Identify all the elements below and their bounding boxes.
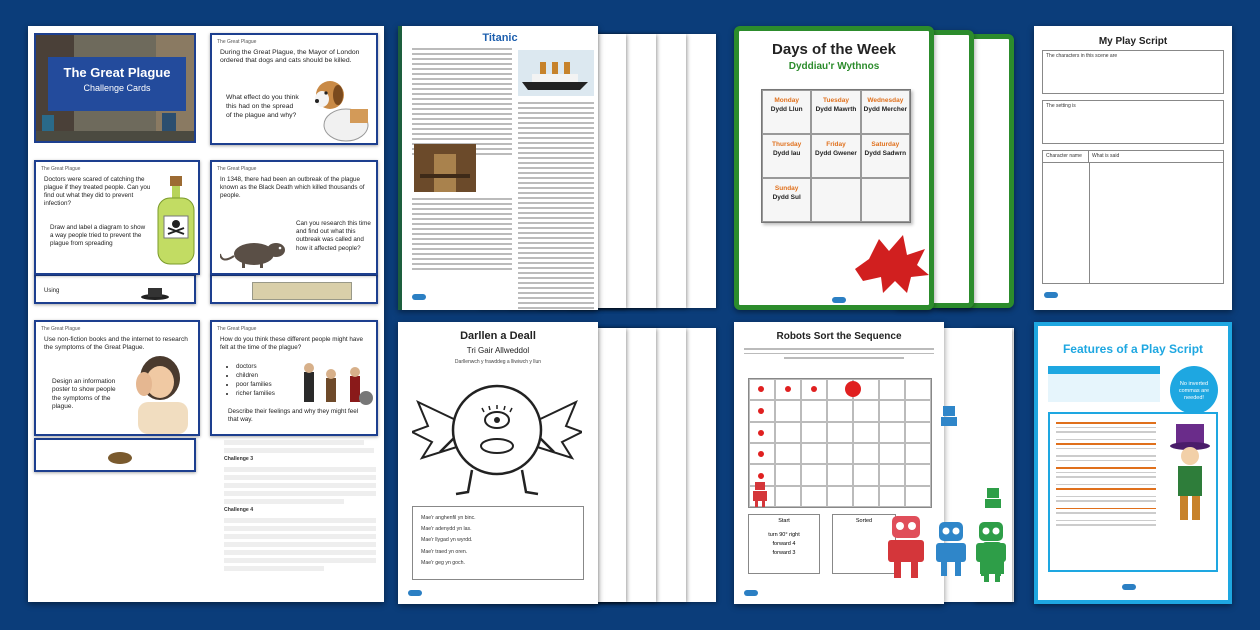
card-5-text: How do you think these different people might have felt at the time of the plague? <box>220 336 364 351</box>
day-cell: Tuesday Dydd Mawrth <box>811 90 860 134</box>
monster-icon <box>412 372 582 500</box>
rat-icon <box>220 236 292 272</box>
challenge-3-heading: Challenge 3 <box>224 456 254 462</box>
robot-icon <box>984 488 1002 512</box>
twinkl-logo <box>408 590 422 596</box>
col-what-is-said: What is said <box>1092 153 1120 159</box>
card-tag: The Great Plague <box>41 326 81 332</box>
darllen-instruction: Darllenwch y frawddeg a lliwiwch y llun <box>454 359 542 365</box>
plague-card-4[interactable] <box>34 320 200 436</box>
great-plague-panel[interactable] <box>28 26 384 602</box>
list-item: Mae'r adenydd yn las. <box>421 526 472 533</box>
step-3: forward 3 <box>772 550 796 556</box>
features-script-box <box>1048 412 1218 572</box>
script-table[interactable] <box>1042 150 1224 284</box>
twinkl-logo <box>832 297 846 303</box>
robot-icon <box>752 482 768 508</box>
plague-card-3[interactable] <box>210 160 378 275</box>
plague-card-1[interactable] <box>210 33 378 145</box>
darllen-panel[interactable] <box>398 322 720 604</box>
titanic-text-block <box>518 102 594 310</box>
play-script-title: My Play Script <box>1098 36 1168 47</box>
staircase-image <box>414 144 476 192</box>
darllen-sentence-box <box>412 506 584 580</box>
hat-icon <box>140 286 170 300</box>
robot-green-icon <box>974 522 1008 578</box>
list-item: Mae'r traed yn oren. <box>421 548 468 555</box>
card-tag: The Great Plague <box>217 326 257 332</box>
card-4-text: Use non-fiction books and the internet to research the symptoms of the Great Plague. <box>44 336 188 352</box>
badge-text: No inverted commas are needed! <box>1178 381 1210 402</box>
day-cell-empty <box>811 178 860 222</box>
day-cell: Saturday Dydd Sadwrn <box>861 134 910 178</box>
titanic-panel[interactable] <box>398 26 720 310</box>
day-cell-empty <box>861 178 910 222</box>
list-item: Mae'r anghenfil yn binc. <box>421 515 476 521</box>
list-item: • children <box>236 371 275 380</box>
plague-card-behind-1 <box>34 274 196 304</box>
card-5-question: Describe their feelings and why they might feel that way. <box>228 408 359 424</box>
list-item: • doctors <box>236 362 275 371</box>
robots-page[interactable] <box>734 322 944 604</box>
setting-label: The setting is <box>1046 103 1076 109</box>
robot-path-dots <box>748 378 932 508</box>
plague-card-5[interactable] <box>210 320 378 436</box>
card-2-question: Draw and label a diagram to show a way people tried to prevent the plague from spreading <box>50 224 146 248</box>
plague-worksheet-text <box>224 440 376 574</box>
sorted-label: Sorted <box>855 518 873 524</box>
ship-icon <box>518 50 594 96</box>
list-item: Mae'r llygad yn wyrdd. <box>421 537 473 544</box>
robots-instructions <box>744 348 934 362</box>
dog-icon <box>308 73 374 143</box>
list-item: • richer families <box>236 389 275 398</box>
play-script-page[interactable] <box>1034 26 1232 310</box>
step-1: turn 90° right <box>768 532 800 538</box>
day-cell: Sunday Dydd Sul <box>762 178 811 222</box>
card-3-question: Can you research this time and find out what this outbreak was called and how it affected people? <box>296 220 371 252</box>
card-tag: The Great Plague <box>217 166 257 172</box>
features-script-text <box>1056 422 1156 529</box>
col-character-name: Character name <box>1043 151 1089 162</box>
darllen-page[interactable] <box>398 322 598 604</box>
day-cell: Wednesday Dydd Mercher <box>861 90 910 134</box>
robots-panel[interactable] <box>734 322 1016 604</box>
features-page[interactable] <box>1034 322 1232 604</box>
robot-red-icon <box>886 516 926 580</box>
days-grid <box>761 89 911 223</box>
mad-hatter-icon <box>1168 424 1216 524</box>
start-label: Start <box>778 518 790 524</box>
twinkl-logo <box>1122 584 1136 590</box>
day-cell: Monday Dydd Llun <box>762 90 811 134</box>
list-item: • poor families <box>236 380 275 389</box>
setting-box[interactable] <box>1042 100 1224 144</box>
twinkl-logo <box>1044 292 1058 298</box>
days-panel[interactable] <box>734 26 1016 310</box>
titanic-text-block <box>412 48 512 158</box>
plague-title-banner <box>48 57 186 111</box>
rat-icon <box>100 446 140 466</box>
plague-title: The Great Plague <box>63 65 171 80</box>
plague-card-2[interactable] <box>34 160 200 275</box>
robot-icon <box>940 406 958 430</box>
welsh-dragon-icon <box>849 229 933 299</box>
partial-card-text: Using <box>44 288 60 294</box>
poison-bottle-icon <box>154 176 198 268</box>
characters-label: The characters in this scene are <box>1046 53 1118 59</box>
card-3-text: In 1348, there had been an outbreak of the plague known as the Black Death which killed thousands of people. <box>220 176 365 199</box>
plague-people-icon <box>298 358 376 408</box>
start-box <box>748 514 820 574</box>
robots-title: Robots Sort the Sequence <box>776 331 902 342</box>
titanic-page[interactable] <box>398 26 598 310</box>
card-5-list <box>236 362 275 399</box>
features-title: Features of a Play Script <box>1062 342 1204 356</box>
darllen-title: Darllen a Deall <box>460 330 536 342</box>
card-tag: The Great Plague <box>41 166 81 172</box>
day-cell: Friday Dydd Gwener <box>811 134 860 178</box>
characters-box[interactable] <box>1042 50 1224 94</box>
titanic-text-block <box>412 198 512 273</box>
challenge-4-heading: Challenge 4 <box>224 506 254 513</box>
twinkl-logo <box>744 590 758 596</box>
darllen-subtitle: Tri Gair Allweddol <box>466 346 530 355</box>
days-page[interactable] <box>734 26 934 310</box>
card-2-text: Doctors were scared of catching the plague if they treated people. Can you find out what they did to prevent infection? <box>44 176 151 207</box>
step-2: forward 4 <box>772 541 796 547</box>
plague-title-card[interactable] <box>34 33 196 143</box>
map-icon <box>252 282 352 300</box>
card-4-question: Design an information poster to show people the symptoms of the plague. <box>52 378 116 411</box>
plague-card-behind-3 <box>34 438 196 472</box>
robot-blue-icon <box>934 522 968 578</box>
titanic-title: Titanic <box>482 32 518 44</box>
days-subtitle: Dyddiau'r Wythnos <box>788 61 880 72</box>
twinkl-logo <box>412 294 426 300</box>
features-badge <box>1170 366 1218 414</box>
list-item: Mae'r geg yn goch. <box>421 559 465 566</box>
features-info-box <box>1048 366 1160 402</box>
plague-subtitle: Challenge Cards <box>83 83 151 93</box>
card-1-question: What effect do you think this had on the spread of the plague and why? <box>226 94 299 120</box>
sick-girl-icon <box>120 348 196 434</box>
card-1-text: During the Great Plague, the Mayor of London ordered that dogs and cats should be killed. <box>220 49 360 65</box>
days-title: Days of the Week <box>772 41 896 58</box>
plague-card-behind-2 <box>210 274 378 304</box>
card-tag: The Great Plague <box>217 39 257 45</box>
day-cell: Thursday Dydd Iau <box>762 134 811 178</box>
